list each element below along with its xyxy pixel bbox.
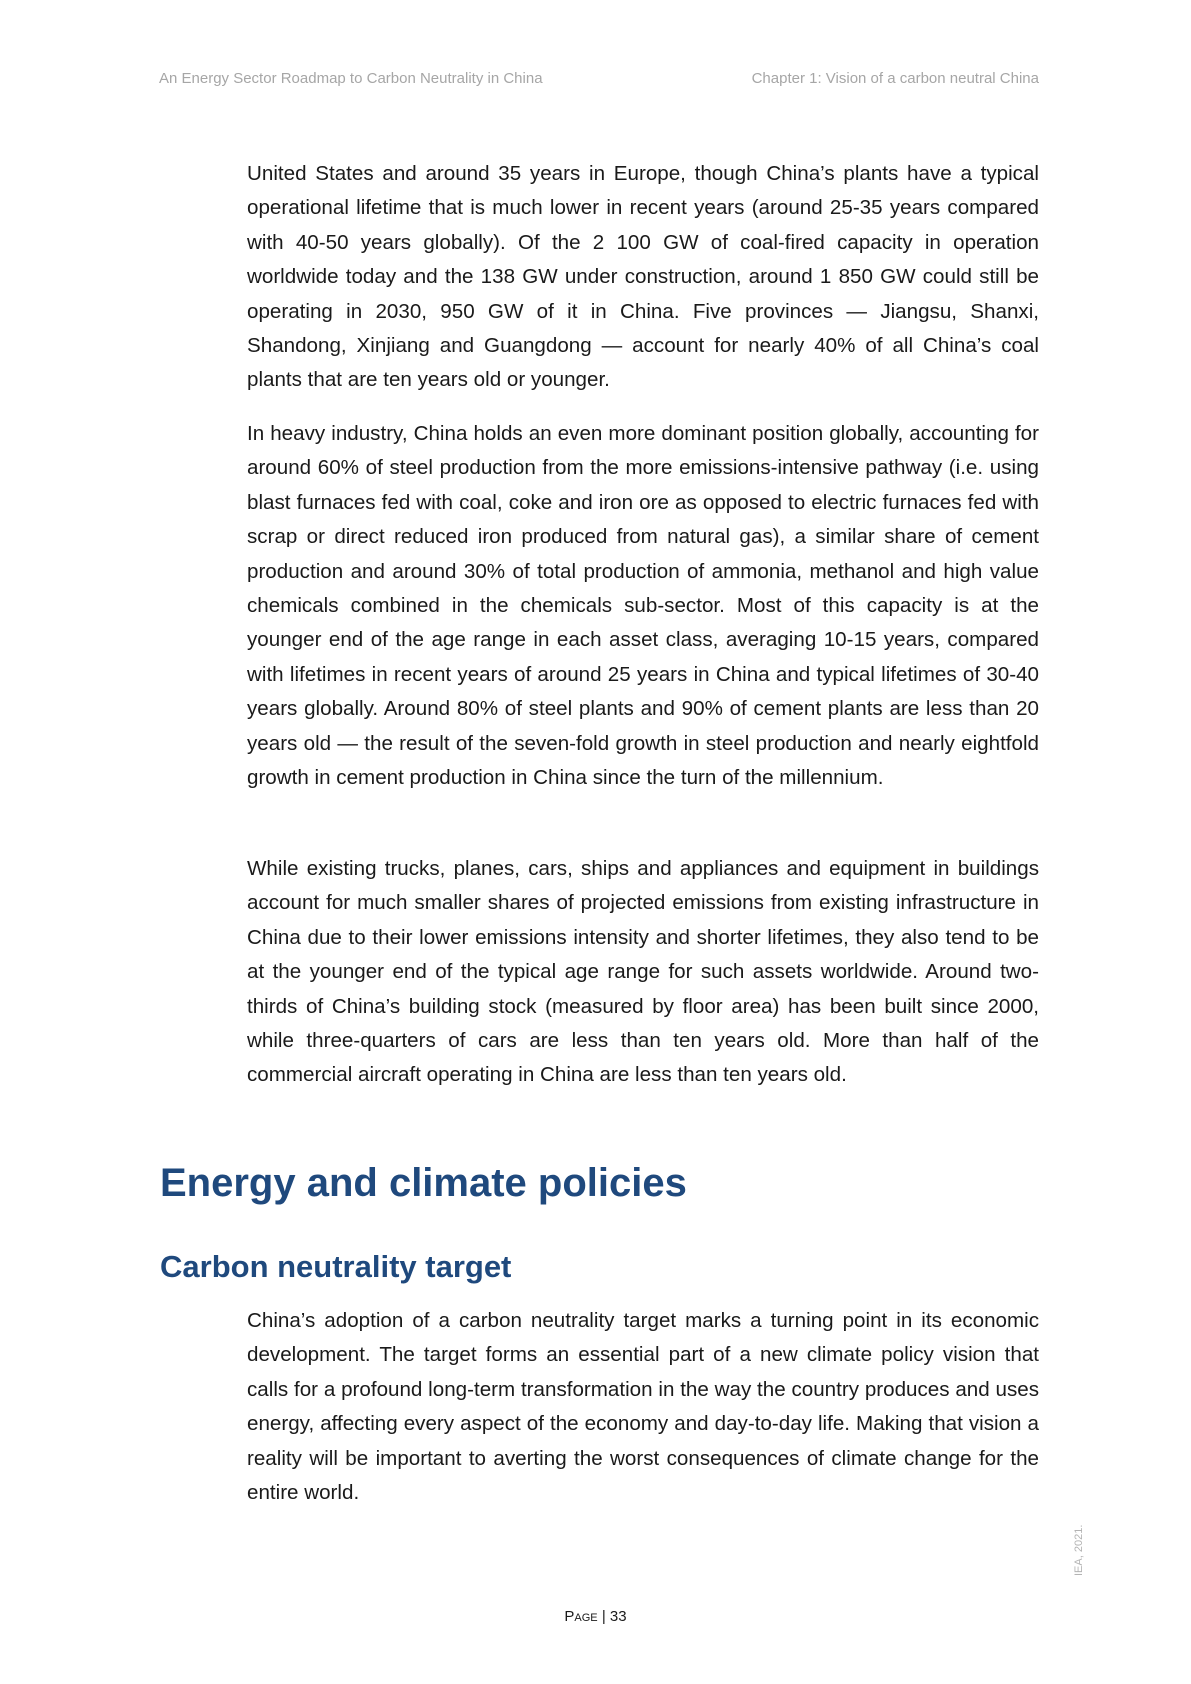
body-paragraph-coal-plants [247, 157, 1039, 398]
section-heading: Energy and climate policies [160, 1161, 687, 1205]
body-paragraph-carbon-neutrality [247, 1304, 1039, 1510]
page-footer [0, 1608, 1191, 1625]
paragraph-text: In heavy industry, China holds an even more dominant position globally, accounting for around 60% of steel production from the more emissions-intensive pathway (i.e. using blast furnaces fed with coal, coke and iron ore as opposed to electric furnaces fed with scrap or direct reduced iron produced from natural gas), a similar share of cement production and around 30% of total production of ammonia, methanol and high value chemicals combined in the chemicals sub-sector. Most of this capacity is at the younger end of the age range in each asset class, averaging 10-15 years, compared with lifetimes in recent years of around 25 years in China and typical lifetimes of 30-40 years globally. Around 80% of steel plants and 90% of cement plants are less than 20 years old — the result of the seven-fold growth in steel production and nearly eightfold growth in cement production in China since the turn of the millennium. [247, 422, 1039, 790]
copyright-credit: IEA, 2021. [1073, 1524, 1085, 1576]
paragraph-text: While existing trucks, planes, cars, ships and appliances and equipment in buildings account for much smaller shares of projected emissions from existing infrastructure in China due to their lower emissions intensity and shorter lifetimes, they also tend to be at the younger end of the typical age range for such assets worldwide. Around two-thirds of China’s building stock (measured by floor area) has been built since 2000, while three-quarters of cars are less than ten years old. More than half of the commercial aircraft operating in China are less than ten years old. [247, 857, 1039, 1087]
subsection-heading: Carbon neutrality target [160, 1249, 512, 1284]
page-label: Page [564, 1608, 598, 1625]
chapter-title: Chapter 1: Vision of a carbon neutral China [751, 70, 1039, 87]
page-separator: | [601, 1608, 606, 1625]
paragraph-text: China’s adoption of a carbon neutrality target marks a turning point in its economic development. The target forms an essential part of a new climate policy vision that calls for a profound long-term transformation in the way the country produces and uses energy, affecting every aspect of the economy and day-to-day life. Making that vision a reality will be important to averting the worst consequences of climate change for the entire world. [247, 1309, 1039, 1505]
body-paragraph-heavy-industry [247, 417, 1039, 795]
body-paragraph-transport-buildings [247, 852, 1039, 1093]
page-number: 33 [609, 1608, 627, 1625]
report-title: An Energy Sector Roadmap to Carbon Neutrality in China [159, 70, 543, 87]
paragraph-text: United States and around 35 years in Europe, though China’s plants have a typical operational lifetime that is much lower in recent years (around 25-35 years compared with 40-50 years globally). Of the 2 100 GW of coal-fired capacity in operation worldwide today and the 138 GW under construction, around 1 850 GW could still be operating in 2030, 950 GW of it in China. Five provinces — Jiangsu, Shanxi, Shandong, Xinjiang and Guangdong — account for nearly 40% of all China’s coal plants that are ten years old or younger. [247, 162, 1039, 392]
